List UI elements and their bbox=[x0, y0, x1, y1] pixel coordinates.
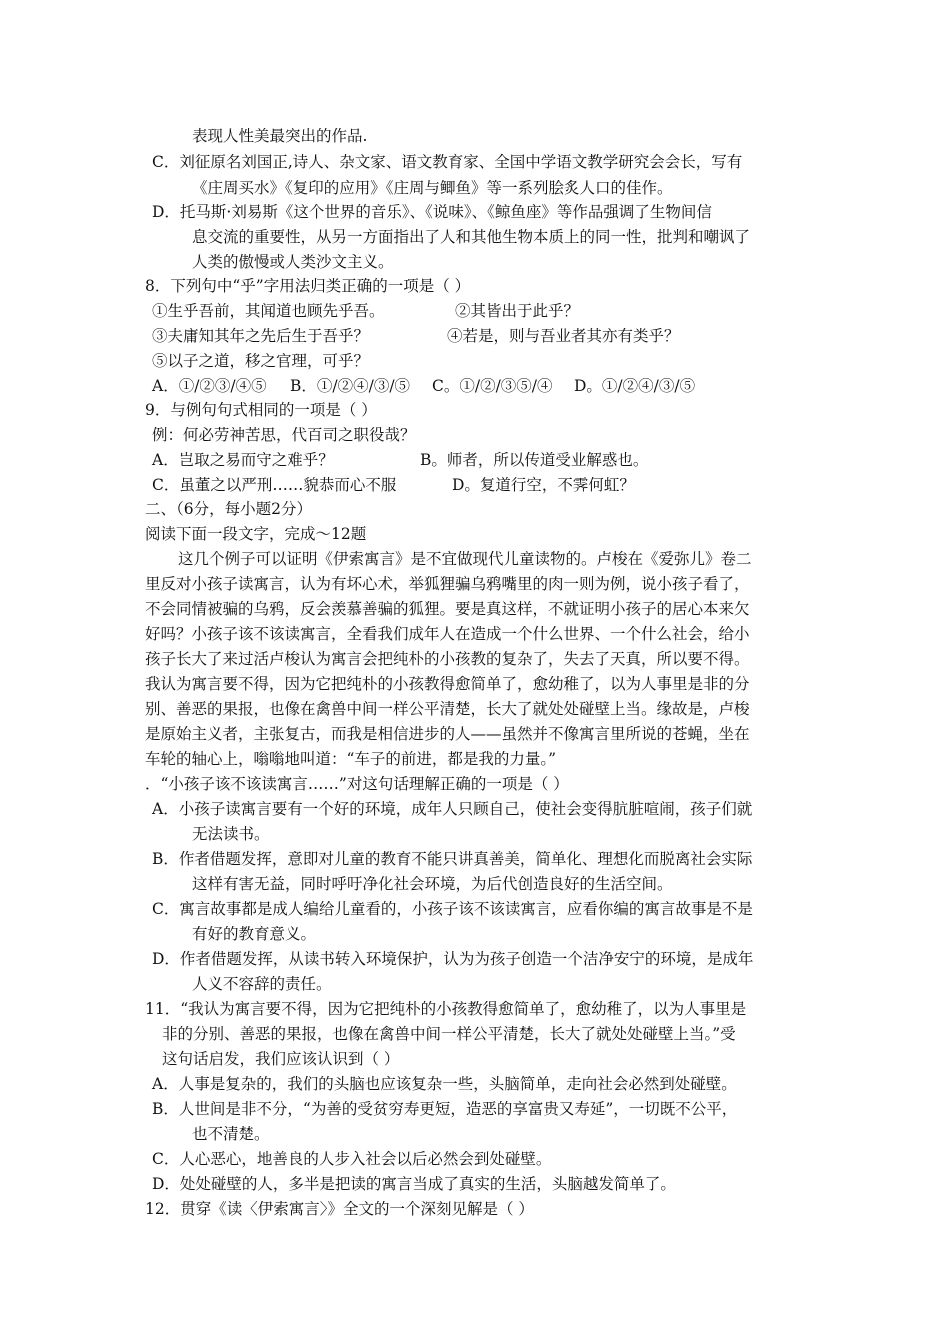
text-line: 无法读书。 bbox=[192, 825, 270, 843]
option-b: B．①/②④/③/⑤ bbox=[290, 377, 411, 395]
text-line: 这句话启发，我们应该认识到（ ） bbox=[162, 1050, 400, 1068]
option-c: C．虽董之以严刑……貌恭而心不服 bbox=[152, 476, 397, 494]
text-line: 这样有害无益，同时呼吁净化社会环境，为后代创造良好的生活空间。 bbox=[192, 875, 673, 893]
passage-line: 里反对小孩子读寓言，认为有坏心术，举狐狸骗乌鸦嘴里的肉一则为例，说小孩子看了， bbox=[145, 575, 750, 593]
text-line: 息交流的重要性，从另一方面指出了人和其他生物本质上的同一性，批判和嘲讽了 bbox=[192, 228, 751, 246]
passage-line: 车轮的轴心上，嗡嗡地叫道：“车子的前进，都是我的力量。” bbox=[145, 750, 557, 768]
passage-line: 我认为寓言要不得，因为它把纯朴的小孩教得愈简单了，愈幼稚了，以为人事里是非的分 bbox=[145, 675, 750, 693]
sentence-2: ②其皆出于此乎？ bbox=[455, 302, 580, 320]
option-b: B。师者，所以传道受业解惑也。 bbox=[420, 451, 649, 469]
question-10: ．“小孩子该不该读寓言……”对这句话理解正确的一项是（ ） bbox=[145, 775, 569, 793]
sentence-1: ①生乎吾前，其闻道也顾先乎吾。 bbox=[152, 302, 385, 320]
option-d: D．托马斯·刘易斯《这个世界的音乐》、《说味》、《鲸鱼座》等作品强调了生物间信 bbox=[152, 203, 712, 221]
option-d: D．处处碰壁的人，多半是把读的寓言当成了真实的生活，头脑越发简单了。 bbox=[152, 1175, 676, 1193]
passage-line: 是原始主义者，主张复古，而我是相信进步的人——虽然并不像寓言里所说的苍蝇，坐在 bbox=[145, 725, 750, 743]
text-line: 也不清楚。 bbox=[192, 1125, 270, 1143]
question-11: 11．“我认为寓言要不得，因为它把纯朴的小孩教得愈简单了，愈幼稚了，以为人事里是 bbox=[145, 1000, 747, 1018]
option-d: D。复道行空，不霁何虹？ bbox=[452, 476, 635, 494]
sentence-4: ④若是，则与吾业者其亦有类乎？ bbox=[447, 327, 680, 345]
option-a: A．①/②③/④⑤ bbox=[152, 377, 267, 395]
question-9: 9．与例句句式相同的一项是（ ） bbox=[145, 401, 377, 419]
option-b: B．人世间是非不分，“为善的受贫穷寿更短，造恶的享富贵又寿延”，一切既不公平， bbox=[152, 1100, 738, 1118]
passage-line: 这几个例子可以证明《伊索寓言》是不宜做现代儿童读物的。卢梭在《爱弥儿》卷二 bbox=[178, 550, 752, 568]
option-c: C．刘征原名刘国正,诗人、杂文家、语文教育家、全国中学语文教学研究会会长，写有 bbox=[152, 153, 743, 171]
section-heading: 二、（6分，每小题2分） bbox=[145, 500, 312, 518]
option-c: C．寓言故事都是成人编给儿童看的，小孩子该不该读寓言，应看你编的寓言故事是不是 bbox=[152, 900, 753, 918]
text-line: 人类的傲慢或人类沙文主义。 bbox=[192, 253, 394, 271]
option-d: D。①/②④/③/⑤ bbox=[574, 377, 696, 395]
option-a: A．岂取之易而守之难乎？ bbox=[152, 451, 334, 469]
passage-line: 好吗？小孩子该不该读寓言，全看我们成年人在造成一个什么世界、一个什么社会，给小 bbox=[145, 625, 750, 643]
text-line: 有好的教育意义。 bbox=[192, 925, 317, 943]
reading-instruction: 阅读下面一段文字，完成～12题 bbox=[145, 525, 367, 543]
option-a: A．小孩子读寓言要有一个好的环境，成年人只顾自己，使社会变得肮脏喧闹，孩子们就 bbox=[152, 800, 753, 818]
option-c: C．人心恶心，地善良的人步入社会以后必然会到处碰壁。 bbox=[152, 1150, 552, 1168]
question-8: 8．下列句中“乎”字用法归类正确的一项是（ ） bbox=[145, 277, 471, 295]
text-line: 非的分别、善恶的果报，也像在禽兽中间一样公平清楚，长大了就处处碰壁上当。”受 bbox=[162, 1025, 736, 1043]
text-line: 人义不容辞的责任。 bbox=[192, 975, 332, 993]
sentence-5: ⑤以子之道，移之官理，可乎？ bbox=[152, 352, 370, 370]
passage-line: 孩子长大了来过活卢梭认为寓言会把纯朴的小孩教的复杂了，失去了天真，所以要不得。 bbox=[145, 650, 750, 668]
option-a: A．人事是复杂的，我们的头脑也应该复杂一些，头脑简单，走向社会必然到处碰壁。 bbox=[152, 1075, 737, 1093]
text-line: 《庄周买水》《复印的应用》《庄周与鲫鱼》等一系列脍炙人口的佳作。 bbox=[192, 179, 673, 197]
option-d: D．作者借题发挥，从读书转入环境保护，认为为孩子创造一个洁净安宁的环境，是成年 bbox=[152, 950, 754, 968]
example-sentence: 例：何必劳神苦思，代百司之职役哉？ bbox=[152, 426, 416, 444]
passage-line: 不会同情被骗的乌鸦，反会羡慕善骗的狐狸。要是真这样，不就证明小孩子的居心本来欠 bbox=[145, 600, 750, 618]
option-b: B．作者借题发挥，意即对儿童的教育不能只讲真善美，简单化、理想化而脱离社会实际 bbox=[152, 850, 753, 868]
option-c: C。①/②/③⑤/④ bbox=[432, 377, 553, 395]
passage-line: 别、善恶的果报，也像在禽兽中间一样公平清楚，长大了就处处碰壁上当。缘故是，卢梭 bbox=[145, 700, 750, 718]
question-12: 12．贯穿《读〈伊索寓言〉》全文的一个深刻见解是（ ） bbox=[145, 1200, 534, 1218]
sentence-3: ③夫庸知其年之先后生于吾乎？ bbox=[152, 327, 370, 345]
text-line: 表现人性美最突出的作品. bbox=[192, 127, 368, 145]
